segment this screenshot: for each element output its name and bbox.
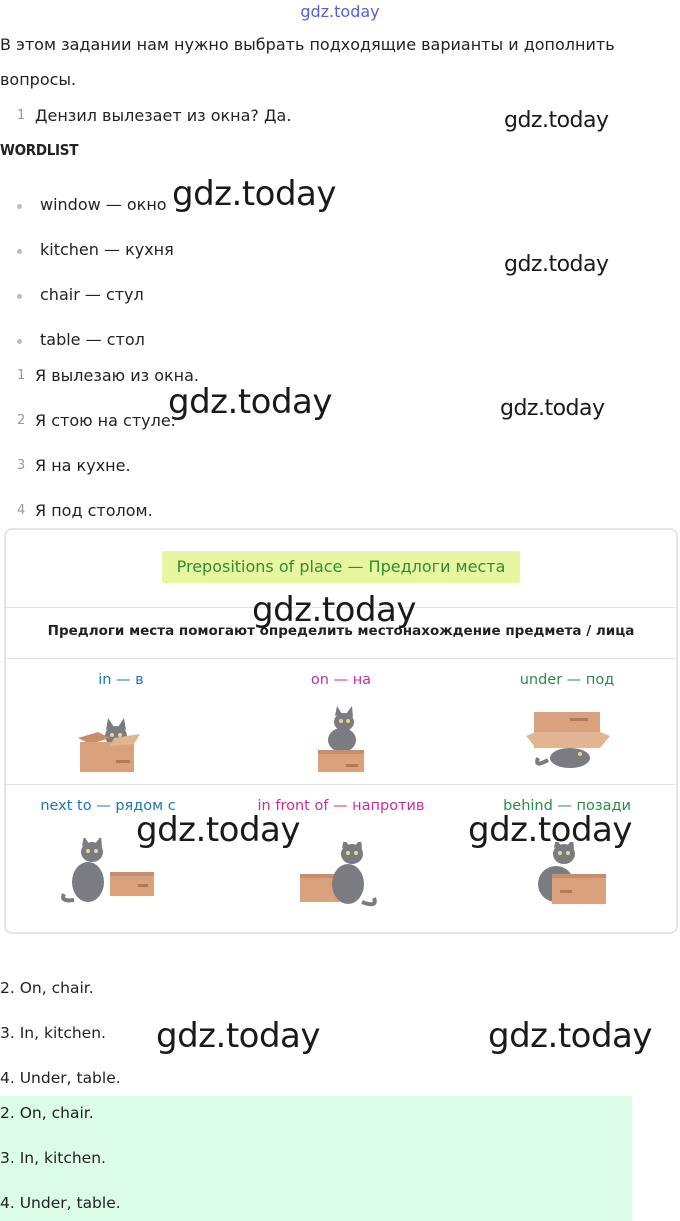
question-text: Дензил вылезает из окна? Да. <box>35 106 292 125</box>
translation-text: Я на кухне. <box>35 456 131 475</box>
translation-text: Я стою на стуле. <box>35 411 176 430</box>
translation-text: Я под столом. <box>35 501 153 520</box>
box-icon <box>552 874 606 904</box>
translation-number: 1 <box>17 368 26 383</box>
cat-in-front-of-box-illustration <box>300 842 380 910</box>
cat-icon <box>63 838 104 902</box>
preposition-next-to-label: next to — рядом с <box>40 798 176 814</box>
card-divider <box>6 784 676 785</box>
wordlist-item: table — стол <box>40 330 145 349</box>
watermark: gdz.today <box>500 396 605 421</box>
question-number: 1 <box>17 108 26 123</box>
preposition-on-label: on — на <box>310 672 372 688</box>
cat-behind-box-illustration <box>526 842 610 908</box>
answer-line: 3. In, kitchen. <box>0 1024 106 1042</box>
bullet-icon <box>17 204 22 209</box>
bullet-icon <box>17 294 22 299</box>
wordlist-heading: WORDLIST <box>0 141 79 159</box>
box-icon <box>318 750 364 772</box>
watermark: gdz.today <box>172 174 336 214</box>
wordlist-item: window — окно <box>40 195 167 214</box>
cat-under-box-illustration <box>524 708 614 772</box>
watermark: gdz.today <box>468 810 632 850</box>
answer-line: 2. On, chair. <box>0 979 94 997</box>
card-title: Prepositions of place — Предлоги места <box>162 551 520 583</box>
cat-on-box-illustration <box>312 706 372 774</box>
intro-line-1: В этом задании нам нужно выбрать подходящие варианты и дополнить <box>0 35 615 54</box>
highlighted-answer-line: 2. On, chair. <box>0 1104 94 1122</box>
translation-number: 2 <box>17 413 26 428</box>
bullet-icon <box>17 249 22 254</box>
translation-number: 3 <box>17 458 26 473</box>
box-icon <box>526 712 610 748</box>
bullet-icon <box>17 339 22 344</box>
watermark: gdz.today <box>156 1016 320 1056</box>
translation-text: Я вылезаю из окна. <box>35 366 199 385</box>
watermark: gdz.today <box>252 590 416 630</box>
preposition-in-front-of-label: in front of — напротив <box>257 798 425 814</box>
cat-icon <box>537 748 590 768</box>
card-subtitle: Предлоги места помогают определить местонахождение предмета / лица <box>47 623 635 639</box>
cat-in-box-illustration <box>70 708 146 774</box>
watermark: gdz.today <box>168 382 332 422</box>
intro-line-2: вопросы. <box>0 70 77 89</box>
answer-line: 4. Under, table. <box>0 1069 121 1087</box>
site-title[interactable]: gdz.today <box>300 2 380 21</box>
watermark: gdz.today <box>504 108 609 133</box>
box-icon <box>78 732 140 772</box>
highlighted-answer-line: 3. In, kitchen. <box>0 1149 106 1167</box>
watermark: gdz.today <box>504 252 609 277</box>
wordlist-item: chair — стул <box>40 285 144 304</box>
watermark: gdz.today <box>488 1016 652 1056</box>
preposition-under-label: under — под <box>519 672 615 688</box>
cat-icon <box>328 706 356 752</box>
preposition-behind-label: behind — позади <box>503 798 631 814</box>
cat-icon <box>332 842 375 904</box>
wordlist-item: kitchen — кухня <box>40 240 174 259</box>
highlighted-answer-line: 4. Under, table. <box>0 1194 121 1212</box>
watermark: gdz.today <box>136 810 300 850</box>
preposition-in-label: in — в <box>98 672 144 688</box>
box-icon <box>110 872 154 896</box>
translation-number: 4 <box>17 503 26 518</box>
card-divider <box>6 658 676 659</box>
